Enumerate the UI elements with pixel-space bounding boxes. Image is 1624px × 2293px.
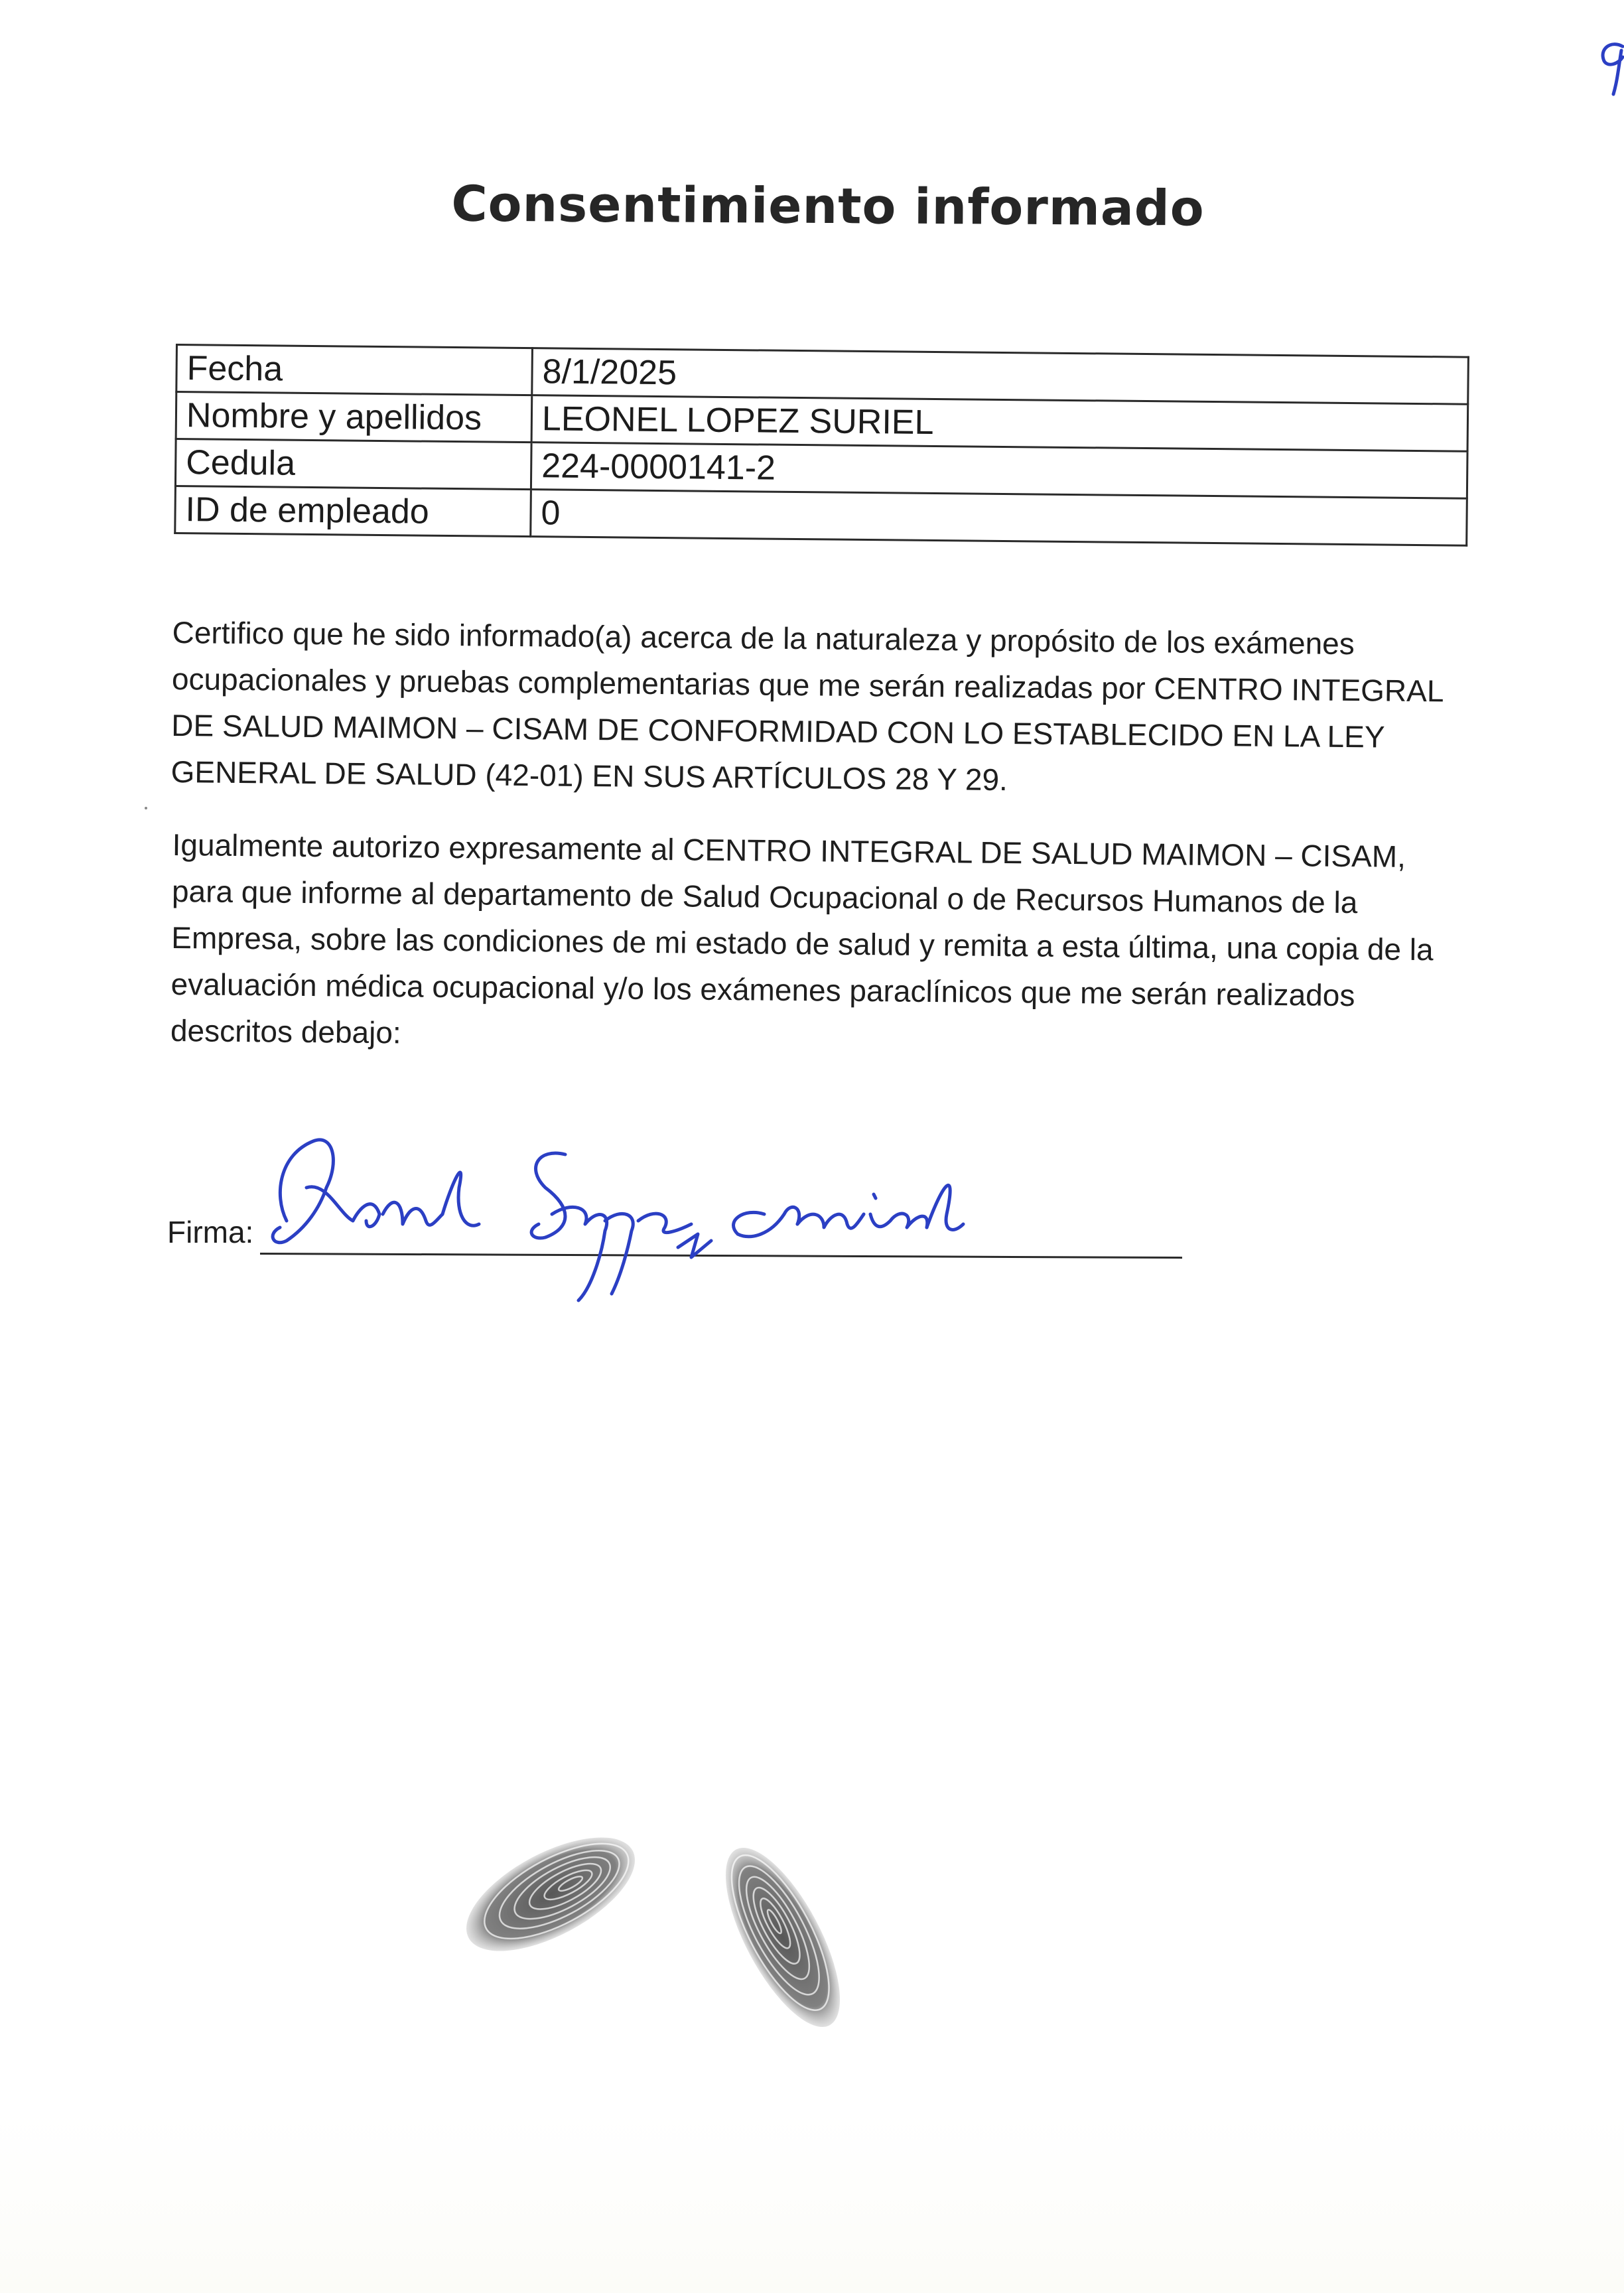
page-number-mark [1584,20,1624,100]
certify-paragraph [170,609,1473,807]
field-value-cedula: 224-0000141-2 [531,443,1467,499]
field-label-cedula: Cedula [175,439,531,490]
authorize-text: Igualmente autorizo expresamente al CENTRO INTEGRAL DE SALUD MAIMON – CISAM, para que informe al departamento de Salud Ocupacional o de Recursos Humanos de la Empresa, sobre las condiciones de mi estado de salud y remita a esta última, una copia de la evaluación médica ocupacional y/o los exámenes paraclínicos que me serán realizados descritos debajo: [170,827,1434,1050]
info-table [174,344,1469,547]
fingerprint-icon [451,1831,652,1974]
scan-speck [145,807,147,809]
signature-label: Firma: [167,1215,254,1249]
field-value-id-empleado: 0 [531,490,1467,546]
fingerprints [451,1831,876,2044]
authorize-paragraph [170,821,1473,1066]
field-label-nombre: Nombre y apellidos [176,392,532,443]
field-label-fecha: Fecha [176,345,533,395]
field-value-nombre: LEONEL LOPEZ SURIEL [531,395,1468,452]
signature-block [167,1115,1202,1314]
fingerprint-icon [703,1832,862,2042]
field-value-fecha: 8/1/2025 [532,348,1469,405]
certify-text: Certifico que he sido informado(a) acerca de la naturaleza y propósito de los exámenes ocupacionales y pruebas complementarias que me serán realizadas por CENTRO INTEGRAL DE SALUD MAIMON – CISAM DE CONFORMIDAD CON LO ESTABLECIDO EN LA LEY GENERAL DE SALUD (42-01) EN SUS ARTÍCULOS 28 Y 29. [170,614,1443,798]
document-title: Consentimiento informado [451,175,1205,238]
field-label-id-empleado: ID de empleado [175,486,531,537]
handwritten-signature [260,1115,1096,1314]
